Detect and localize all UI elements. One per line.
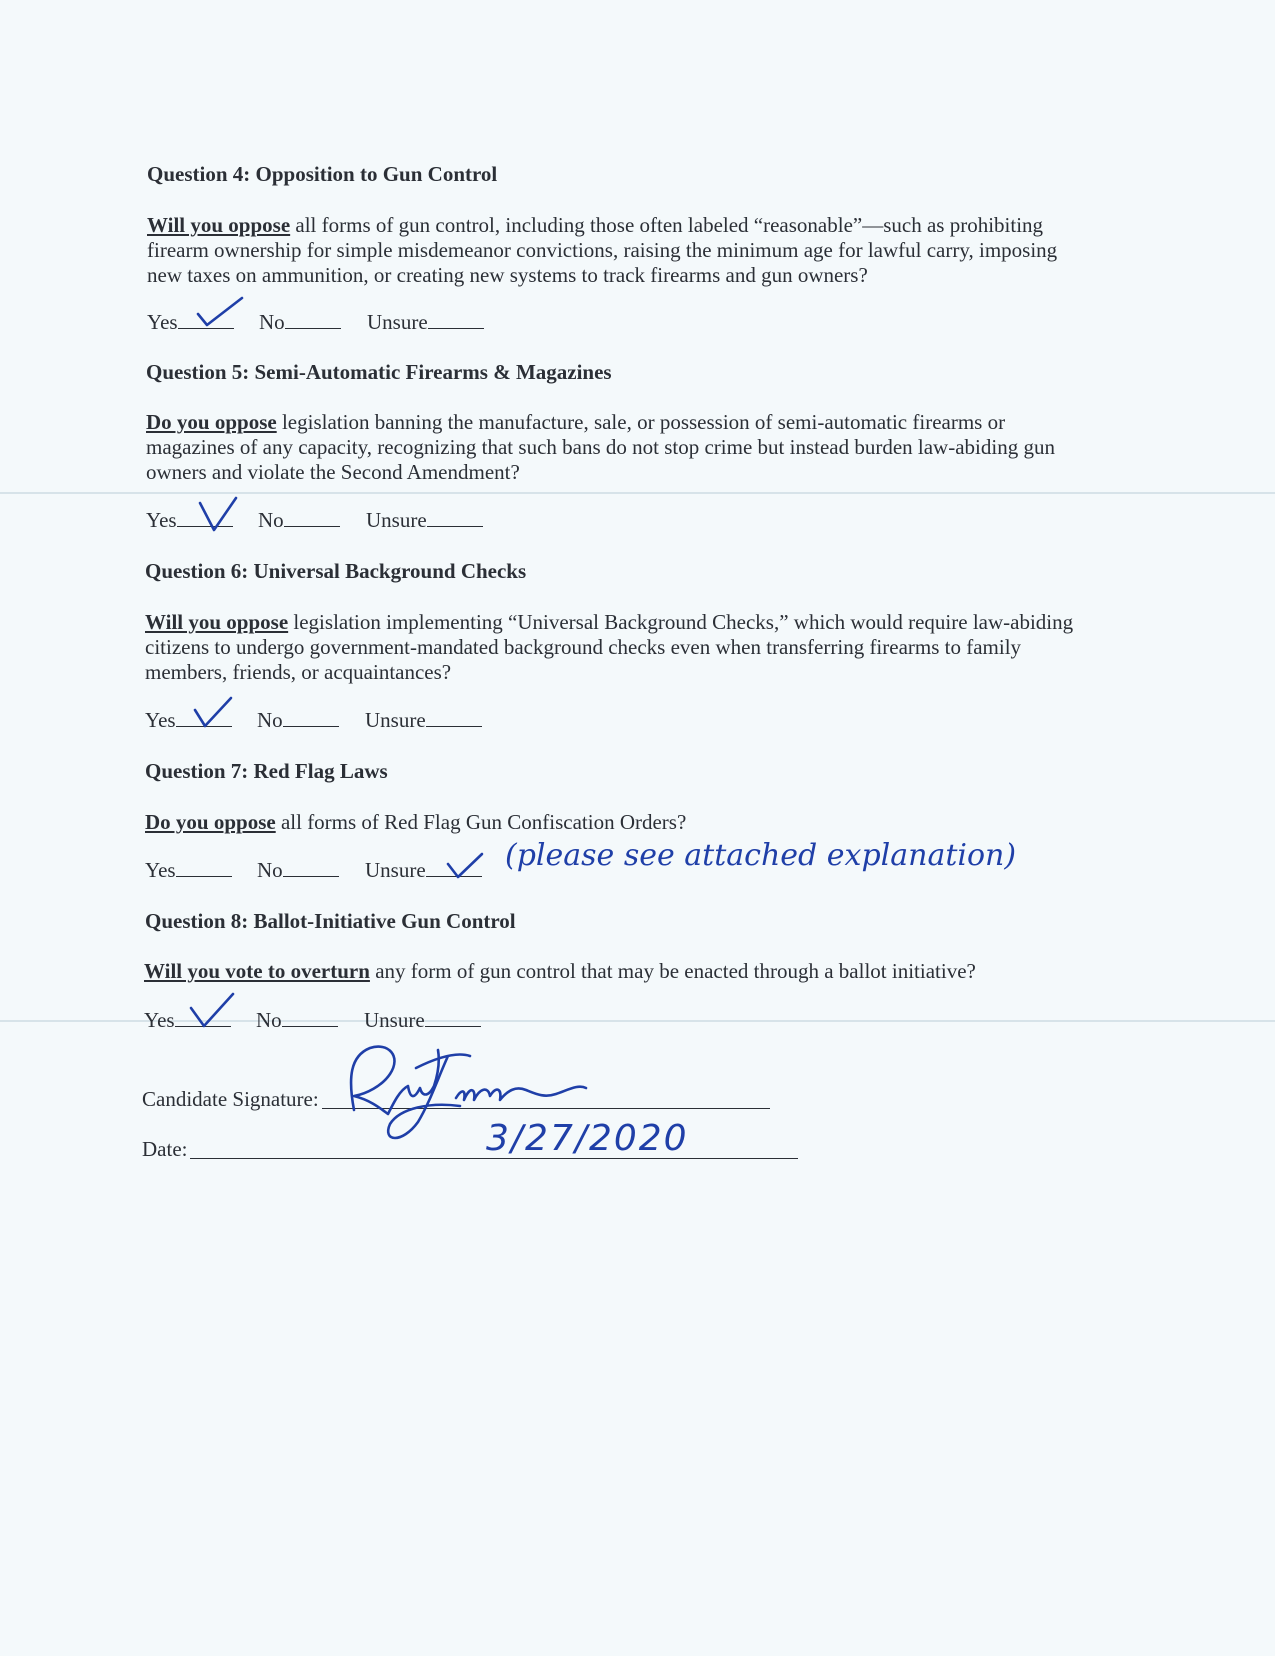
answer-row [144,1008,544,1036]
question-lead: Will you oppose [145,610,289,634]
answer-row [145,858,545,886]
question-body: legislation banning the manufacture, sale, or possession of semi-automatic firearms or magazines of any capacity, recognizing that such bans do not stop crime but instead burden law-abiding gun owners and violate the Second Amendment? [146,410,1055,484]
checkmark-icon [196,496,238,534]
question-lead: Do you oppose [146,410,277,434]
checkmark-icon [195,296,245,332]
option-unsure[interactable]: Unsure [367,310,484,335]
option-no[interactable]: No [258,508,340,533]
question-lead: Will you oppose [147,213,291,237]
answer-row [147,310,547,338]
option-yes[interactable]: Yes [146,508,233,533]
question-heading: Question 7: Red Flag Laws [145,759,388,783]
option-unsure[interactable]: Unsure [365,858,482,883]
date-value: 3/27/2020 [486,1118,689,1159]
checkmark-icon [191,696,233,730]
question-heading: Question 4: Opposition to Gun Control [147,162,498,186]
question-text [144,959,1074,984]
checkmark-icon [188,992,236,1030]
question-body: any form of gun control that may be enacted through a ballot initiative? [369,959,976,983]
option-unsure[interactable]: Unsure [364,1008,481,1033]
option-no[interactable]: No [259,310,341,335]
option-no[interactable]: No [256,1008,338,1033]
paper-fold-line [0,492,1275,494]
signature-label: Candidate Signature: [142,1087,319,1111]
option-unsure[interactable]: Unsure [366,508,483,533]
date-label: Date: [142,1137,188,1161]
question-text [145,610,1075,685]
option-yes[interactable]: Yes [147,310,234,335]
question-lead: Will you vote to overturn [144,959,370,983]
option-no[interactable]: No [257,708,339,733]
answer-row [146,508,546,536]
question-lead: Do you oppose [145,810,276,834]
option-yes[interactable]: Yes [144,1008,231,1033]
option-yes[interactable]: Yes [145,858,232,883]
question-heading: Question 8: Ballot-Initiative Gun Control [145,909,516,933]
question-body: legislation implementing “Universal Background Checks,” which would require law-abiding citizens to undergo government-mandated background checks even when transferring firearms to family members, friends, or acquaintances? [145,610,1074,684]
question-body: all forms of gun control, including those often labeled “reasonable”—such as prohibiting firearm ownership for simple misdemeanor convictions, raising the minimum age for lawful carry, imposing new taxes on ammunition, or creating new systems to track firearms and gun owners? [147,213,1058,287]
option-no[interactable]: No [257,858,339,883]
option-yes[interactable]: Yes [145,708,232,733]
checkmark-icon [445,852,485,882]
question-text [145,810,1075,835]
question-text [146,410,1076,485]
handwritten-note: (please see attached explanation) [505,838,1017,873]
answer-row [145,708,545,736]
question-heading: Question 6: Universal Background Checks [145,559,527,583]
question-text [147,213,1077,288]
question-body: all forms of Red Flag Gun Confiscation Orders? [275,810,687,834]
option-unsure[interactable]: Unsure [365,708,482,733]
question-heading: Question 5: Semi-Automatic Firearms & Magazines [146,360,612,384]
